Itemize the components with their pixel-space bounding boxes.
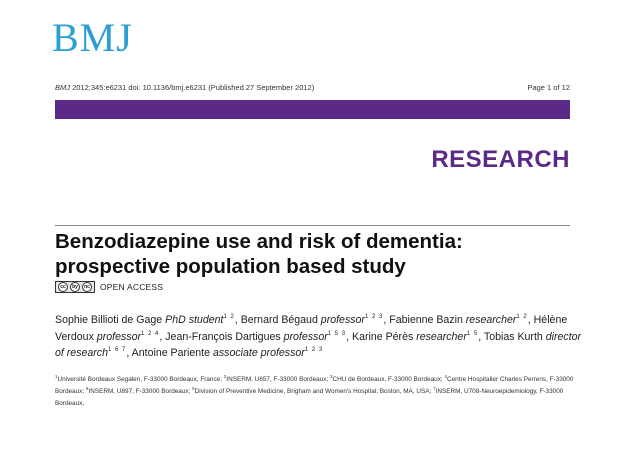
page-counter: Page 1 of 12	[527, 83, 570, 92]
affiliation-number: 6	[192, 386, 195, 391]
author-role: PhD student	[165, 314, 224, 326]
author-name: Sophie Billioti de Gage	[55, 314, 166, 326]
author-list: Sophie Billioti de Gage PhD student$^{1 2}$, Bernard Bégaud professor$^{1 2 3}$, Fabienne Bazin researcher$^{1 2}$, Hélène Verdoux professor$^{1 2 4}$, Jean-François Dartigues professor$^{1 5 3}$, Karine Pérès researcher$^{1 5}$, Tobias Kurth director of research$^{1 6 7}$, Antoine Pariente associate professor$^{1 2 3}$	[55, 314, 582, 359]
section-label: RESEARCH	[431, 146, 570, 173]
citation-line	[55, 83, 314, 92]
affiliation-number: 5	[85, 386, 89, 391]
author-name: Hélène Verdoux	[55, 314, 568, 343]
author-role: director of research	[55, 330, 582, 359]
author-name: Tobias Kurth	[483, 330, 546, 343]
by-icon: by	[70, 282, 80, 292]
author-affiliation-numbers: 1 2	[223, 314, 235, 320]
affiliation-text: Division of Preventive Medicine, Brigham and Women's Hospital, Boston, MA, USA;	[194, 388, 434, 395]
nc-icon: nc	[82, 282, 92, 292]
author-name: Jean-François Dartigues	[165, 330, 284, 343]
affiliation-text: INSERM, U708-Neuroepidemiology, F-33000 Bordeaux,	[55, 388, 564, 407]
citation-journal: BMJ	[55, 83, 70, 92]
author-role: professor	[283, 330, 328, 343]
author-affiliation-numbers: 1 2 3	[304, 347, 324, 353]
author-name: Bernard Bégaud	[240, 314, 321, 326]
author-name: Fabienne Bazin	[389, 314, 466, 326]
author-affiliation-numbers: 1 5 3	[327, 330, 347, 337]
author	[165, 331, 346, 343]
author	[241, 314, 384, 326]
affiliation-number: 3	[330, 374, 333, 379]
affiliation-number: 4	[444, 374, 447, 379]
author-role: researcher	[416, 330, 467, 343]
title-divider	[55, 225, 570, 226]
citation-details: 2012;345:e6231 doi: 10.1136/bmj.e6231 (Published 27 September 2012)	[70, 83, 315, 92]
affiliation-number: 2	[223, 374, 227, 379]
author-affiliation-numbers: 1 2 4	[141, 330, 160, 337]
affiliation-text: Centre Hospitalier Charles Perrens, F-33000 Bordeaux;	[55, 376, 574, 395]
author-name: Antoine Pariente	[131, 347, 213, 359]
cc-icon: cc	[58, 282, 68, 292]
affiliation-number: 1	[55, 374, 58, 379]
open-access-row	[55, 281, 163, 293]
author	[132, 347, 324, 359]
affiliation-text: Université Bordeaux Segalen, F-33000 Bordeaux, France;	[57, 376, 224, 383]
author	[352, 331, 478, 343]
author	[389, 314, 528, 326]
author-affiliation-numbers: 1 2	[516, 314, 528, 320]
author-name: Karine Pérès	[352, 330, 417, 343]
affiliations	[55, 374, 585, 410]
affiliation-number: 7	[433, 386, 436, 391]
creative-commons-icon	[55, 281, 95, 293]
article-title: Benzodiazepine use and risk of dementia: prospective population based study	[55, 230, 463, 278]
author	[55, 314, 235, 326]
author-affiliation-numbers: 1 2 3	[364, 314, 384, 320]
header-bar	[55, 100, 570, 119]
affiliation-text: INSERM, U897, F-33000 Bordeaux;	[88, 388, 193, 395]
affiliation-text: INSERM, U657, F-33000 Bordeaux;	[226, 376, 331, 383]
author-role: professor	[96, 330, 141, 343]
author-affiliation-numbers: 1 6 7	[108, 347, 127, 353]
open-access-label: OPEN ACCESS	[100, 282, 164, 292]
author-affiliation-numbers: 1 5	[466, 330, 479, 337]
affiliation-text: CHU de Bordeaux, F-33000 Bordeaux;	[332, 376, 445, 383]
author-role: associate professor	[212, 347, 305, 359]
author-role: researcher	[465, 314, 517, 326]
journal-logo: BMJ	[52, 15, 133, 60]
author-role: professor	[320, 314, 365, 326]
